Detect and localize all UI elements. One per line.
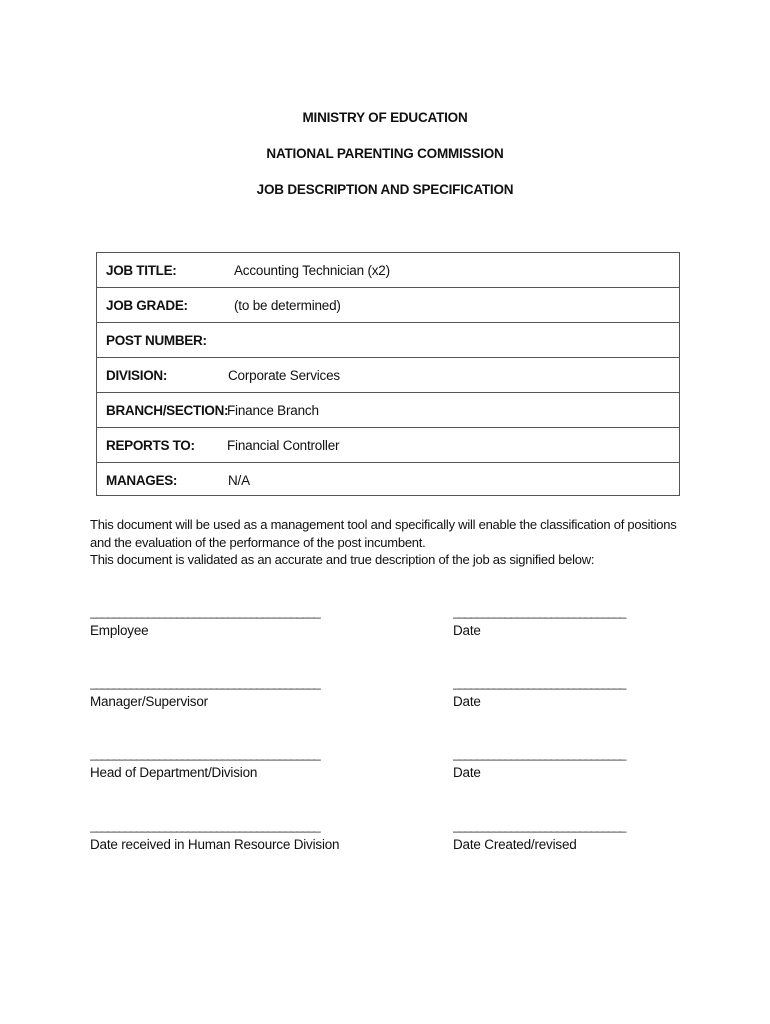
manager-date-line[interactable]: ______________________________ (453, 675, 625, 690)
hr-received-label: Date received in Human Resource Division (90, 837, 340, 852)
job-grade-value: (to be determined) (234, 298, 341, 313)
manages-row (97, 463, 679, 498)
hr-received-line[interactable]: ________________________________________ (90, 818, 320, 833)
manager-date-label: Date (453, 694, 481, 709)
created-revised-line[interactable]: ______________________________ (453, 818, 625, 833)
ministry-heading: MINISTRY OF EDUCATION (302, 110, 468, 125)
job-grade-label: JOB GRADE: (106, 298, 188, 313)
statement-line-1: This document will be used as a management tool and specifically will enable the classification of positions (90, 517, 677, 532)
statement-line-2: and the evaluation of the performance of the post incumbent. (90, 535, 426, 550)
job-title-label: JOB TITLE: (106, 263, 177, 278)
division-value: Corporate Services (228, 368, 340, 383)
job-grade-row (97, 288, 679, 323)
manages-label: MANAGES: (106, 473, 178, 488)
branch-section-row (97, 393, 679, 428)
post-number-label: POST NUMBER: (106, 333, 207, 348)
head-signature-line[interactable]: ________________________________________ (90, 746, 320, 761)
branch-section-value: Finance Branch (227, 403, 319, 418)
job-title-row (97, 253, 679, 288)
employee-label: Employee (90, 623, 149, 638)
head-date-line[interactable]: ______________________________ (453, 746, 625, 761)
division-label: DIVISION: (106, 368, 168, 383)
job-title-value: Accounting Technician (x2) (234, 263, 390, 278)
commission-heading: NATIONAL PARENTING COMMISSION (266, 146, 504, 161)
head-date-label: Date (453, 765, 481, 780)
post-number-row (97, 323, 679, 358)
reports-to-value: Financial Controller (227, 438, 340, 453)
document-title: JOB DESCRIPTION AND SPECIFICATION (256, 182, 514, 197)
manages-value: N/A (228, 473, 250, 488)
manager-supervisor-label: Manager/Supervisor (90, 694, 208, 709)
division-row (97, 358, 679, 393)
manager-signature-line[interactable]: ________________________________________ (90, 675, 320, 690)
statement-line-3: This document is validated as an accurate and true description of the job as signified below: (90, 552, 595, 567)
date-created-revised-label: Date Created/revised (453, 837, 577, 852)
reports-to-label: REPORTS TO: (106, 438, 195, 453)
employee-signature-line[interactable]: ________________________________________ (90, 604, 320, 619)
employee-date-line[interactable]: ______________________________ (453, 604, 625, 619)
job-info-table (96, 252, 680, 496)
branch-section-label: BRANCH/SECTION: (106, 403, 229, 418)
reports-to-row (97, 428, 679, 463)
employee-date-label: Date (453, 623, 481, 638)
head-of-department-label: Head of Department/Division (90, 765, 258, 780)
